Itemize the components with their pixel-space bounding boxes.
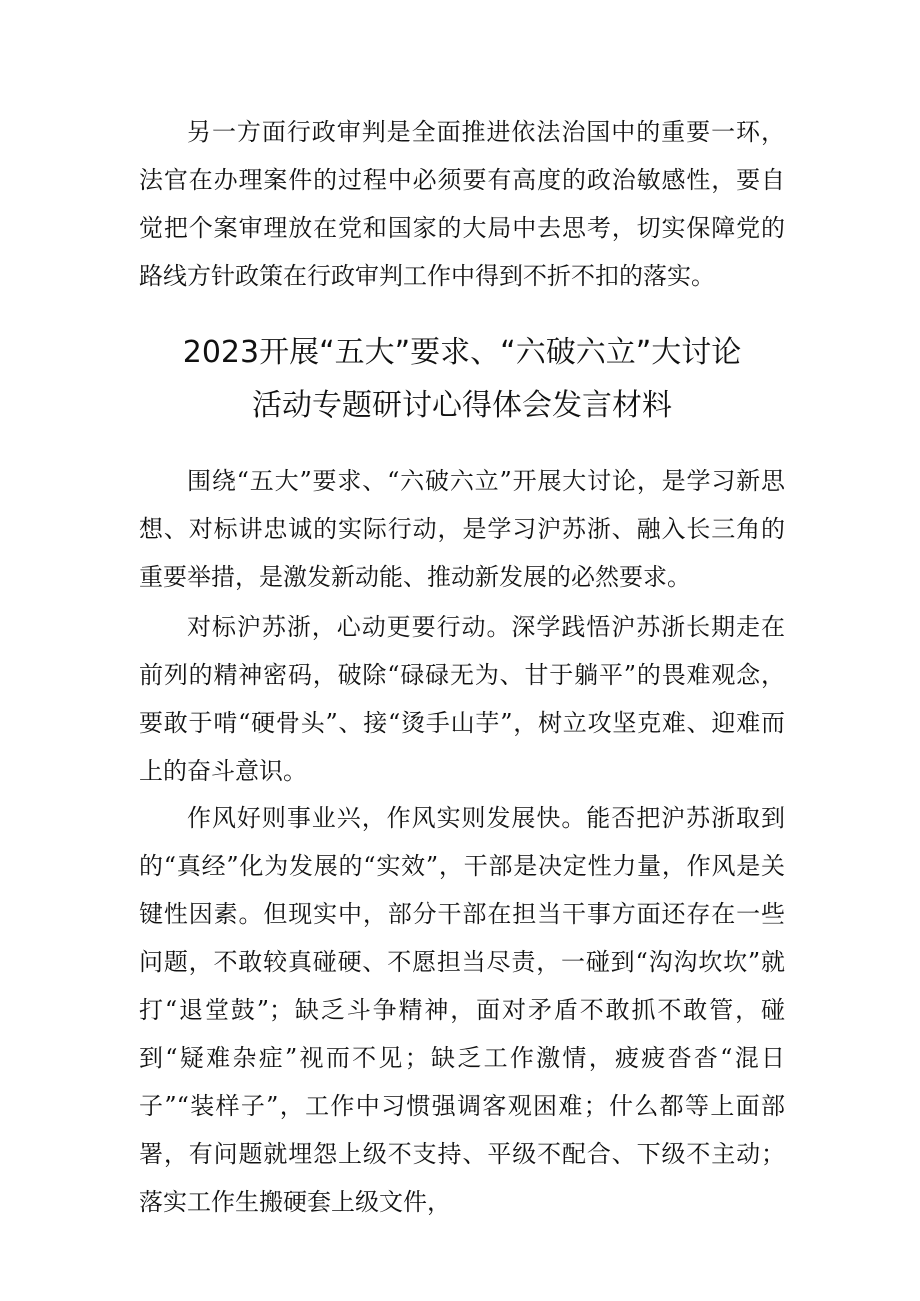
- document-title: [120, 326, 804, 432]
- title-line-2: 活动专题研讨心得体会发言材料: [252, 388, 672, 423]
- body-paragraph-1: 围绕“五大”要求、“六破六立”开展大讨论，是学习新思想、对标讲忠诚的实际行动，是学习沪苏浙、融入长三角的重要举措，是激发新动能、推动新发展的必然要求。: [139, 467, 785, 591]
- body-paragraph-3: 作风好则事业兴，作风实则发展快。能否把沪苏浙取到的“真经”化为发展的“实效”，干部是决定性力量，作风是关键性因素。但现实中，部分干部在担当干事方面还存在一些问题，不敢较真碰硬、不愿担当尽责，一碰到“沟沟坎坎”就打“退堂鼓”；缺乏斗争精神，面对矛盾不敢抓不敢管，碰到“疑难杂症”视而不见；缺乏工作激情，疲疲沓沓“混日子”“装样子”，工作中习惯强调客观困难；什么都等上面部署，有问题就埋怨上级不支持、平级不配合、下级不主动；落实工作生搬硬套上级文件，: [139, 804, 785, 1216]
- title-line-1: 2023开展“五大”要求、“六破六立”大讨论: [182, 335, 742, 370]
- body-paragraph-2: 对标沪苏浙，心动更要行动。深学践悟沪苏浙长期走在前列的精神密码，破除“碌碌无为、甘于躺平”的畏难观念，要敢于啃“硬骨头”、接“烫手山芋”，树立攻坚克难、迎难而上的奋斗意识。: [139, 613, 785, 785]
- intro-paragraph: 另一方面行政审判是全面推进依法治国中的重要一环，法官在办理案件的过程中必须要有高度的政治敏感性，要自觉把个案审理放在党和国家的大局中去思考，切实保障党的路线方针政策在行政审判工作中得到不折不扣的落实。: [139, 118, 785, 290]
